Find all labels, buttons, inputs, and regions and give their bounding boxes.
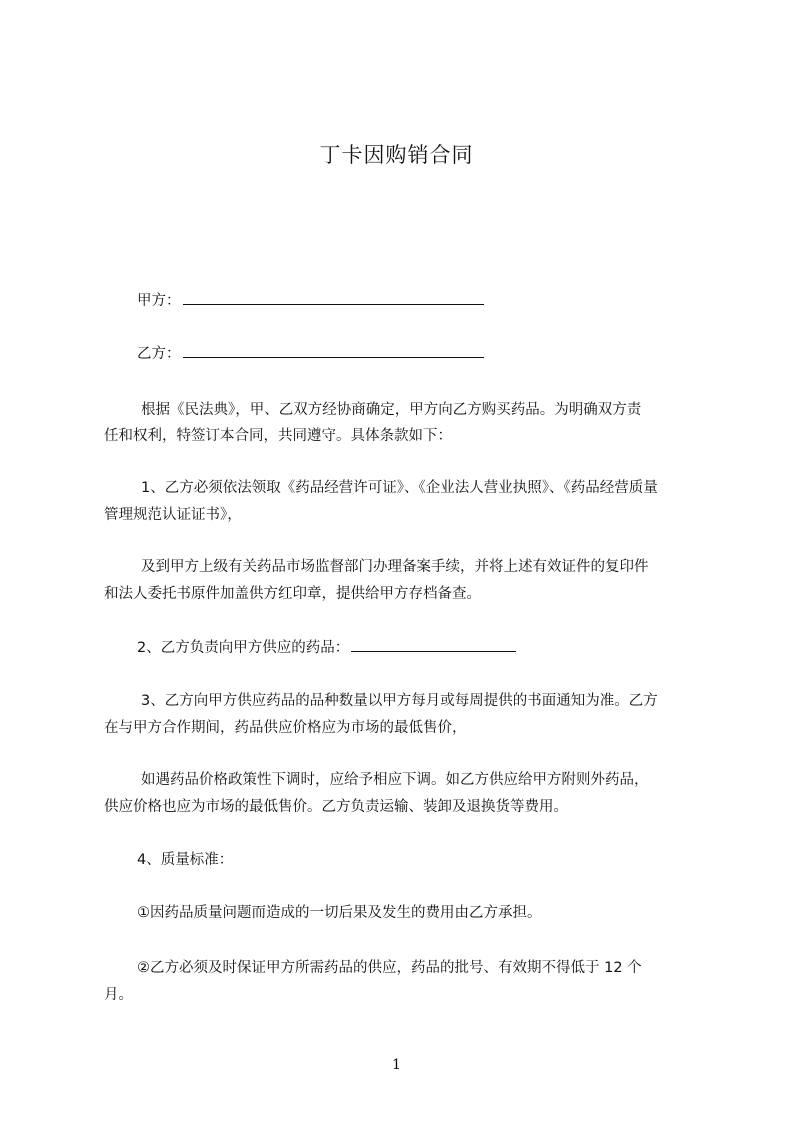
clause-1-cont-line-1: 及到甲方上级有关药品市场监督部门办理备案手续，并将上述有效证件的复印件 — [141, 559, 649, 575]
clause-1-line-2: 管理规范认证证书》， — [104, 507, 242, 523]
party-a-line — [137, 290, 484, 311]
quality-item-2-line-1: ②乙方必须及时保证甲方所需药品的供应，药品的批号、有效期不得低于 12 个 — [137, 960, 642, 976]
clause-2-label: 2、乙方负责向甲方供应的药品： — [137, 640, 350, 656]
party-b-blank — [183, 343, 484, 358]
clause-3-cont-line-2: 供应价格也应为市场的最低售价。乙方负责运输、装卸及退换货等费用。 — [104, 799, 568, 815]
clause-4-heading: 4、质量标准： — [137, 852, 234, 868]
clause-3-cont-line-1: 如遇药品价格政策性下调时，应给予相应下调。如乙方供应给甲方附则外药品， — [141, 772, 649, 788]
clause-3-line-1: 3、乙方向甲方供应药品的品种数量以甲方每月或每周提供的书面通知为准。乙方 — [141, 693, 658, 709]
quality-item-2-line-2: 月。 — [104, 987, 133, 1003]
intro-line-1: 根据《民法典》，甲、乙双方经协商确定，甲方向乙方购买药品。为明确双方责 — [141, 402, 642, 418]
intro-line-2: 任和权利，特签订本合同，共同遵守。具体条款如下： — [104, 428, 452, 444]
clause-1-line-1: 1、乙方必须依法领取《药品经营许可证》、《企业法人营业执照》、《药品经营质量 — [141, 480, 658, 496]
clause-2-line — [137, 637, 516, 658]
quality-item-1: ①因药品质量问题而造成的一切后果及发生的费用由乙方承担。 — [137, 905, 542, 921]
party-b-label: 乙方： — [137, 346, 181, 362]
document-title: 丁卡因购销合同 — [319, 143, 474, 167]
clause-1-cont-line-2: 和法人委托书原件加盖供方红印章，提供给甲方存档备查。 — [104, 586, 481, 602]
party-b-line — [137, 343, 484, 364]
clause-2-blank — [351, 637, 516, 652]
party-a-blank — [183, 290, 484, 305]
party-a-label: 甲方： — [137, 293, 181, 309]
page-number: 1 — [392, 1057, 401, 1073]
clause-3-line-2: 在与甲方合作期间，药品供应价格应为市场的最低售价， — [104, 720, 467, 736]
